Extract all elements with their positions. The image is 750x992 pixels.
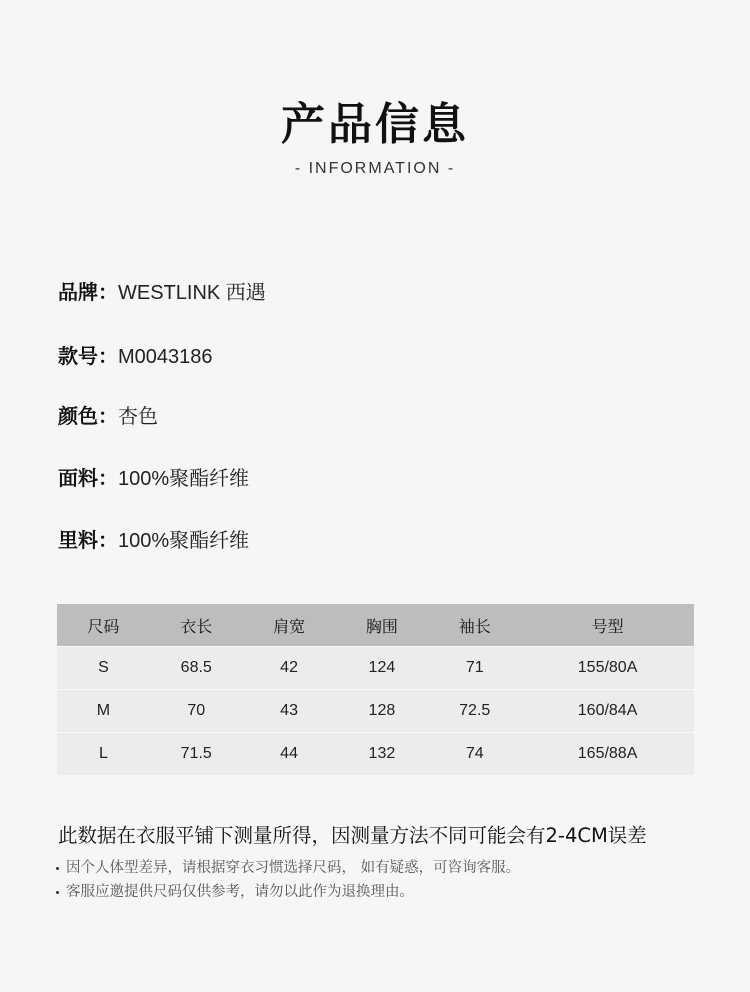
table-cell: 42 <box>243 647 336 690</box>
attribute-value: 100%聚酯纤维 <box>118 530 250 552</box>
table-row <box>57 733 694 776</box>
table-cell: L <box>57 733 150 776</box>
page-title: 产品信息 <box>281 99 469 150</box>
table-cell: 70 <box>150 690 243 733</box>
size-table <box>57 604 694 775</box>
attribute-brand <box>58 278 266 307</box>
table-header-row <box>57 604 694 647</box>
table-cell: 71.5 <box>150 733 243 776</box>
table-row <box>57 690 694 733</box>
table-cell: 128 <box>335 690 428 733</box>
table-cell: 165/88A <box>521 733 694 776</box>
column-header-shoulder: 肩宽 <box>243 604 336 647</box>
note-text: 客服应邀提供尺码仅供参考，请勿以此作为退换理由。 <box>66 884 414 900</box>
table-row <box>57 647 694 690</box>
column-header-chest: 胸围 <box>335 604 428 647</box>
note-item <box>56 856 520 877</box>
attribute-value: 100%聚酯纤维 <box>118 468 250 490</box>
attribute-fabric <box>58 464 249 493</box>
table-cell: 72.5 <box>428 690 521 733</box>
bullet-icon <box>56 891 59 894</box>
attribute-color <box>58 402 158 431</box>
note-item <box>56 880 414 901</box>
column-header-sleeve: 袖长 <box>428 604 521 647</box>
attribute-label: 颜色： <box>58 404 118 428</box>
attribute-lining <box>58 526 249 555</box>
attribute-label: 里料： <box>58 528 118 552</box>
attribute-value: M0043186 <box>118 346 213 368</box>
table-cell: M <box>57 690 150 733</box>
table-cell: 43 <box>243 690 336 733</box>
table-cell: 132 <box>335 733 428 776</box>
attribute-value: WESTLINK 西遇 <box>118 282 266 304</box>
column-header-size: 尺码 <box>57 604 150 647</box>
attribute-label: 款号： <box>58 344 118 368</box>
attribute-style-number <box>58 342 213 371</box>
note-text: 因个人体型差异，请根据穿衣习惯选择尺码， 如有疑惑，可咨询客服。 <box>66 860 521 876</box>
table-cell: 74 <box>428 733 521 776</box>
table-cell: S <box>57 647 150 690</box>
column-header-length: 衣长 <box>150 604 243 647</box>
table-cell: 71 <box>428 647 521 690</box>
table-cell: 68.5 <box>150 647 243 690</box>
table-cell: 155/80A <box>521 647 694 690</box>
bullet-icon <box>56 867 59 870</box>
table-cell: 124 <box>335 647 428 690</box>
attribute-label: 面料： <box>58 466 118 490</box>
measurement-note-heading: 此数据在衣服平铺下测量所得，因测量方法不同可能会有2-4CM误差 <box>58 824 647 847</box>
attribute-value: 杏色 <box>118 406 158 428</box>
page-subtitle: - INFORMATION - <box>294 160 456 177</box>
column-header-fit: 号型 <box>521 604 694 647</box>
attribute-label: 品牌： <box>58 280 118 304</box>
table-cell: 44 <box>243 733 336 776</box>
table-cell: 160/84A <box>521 690 694 733</box>
